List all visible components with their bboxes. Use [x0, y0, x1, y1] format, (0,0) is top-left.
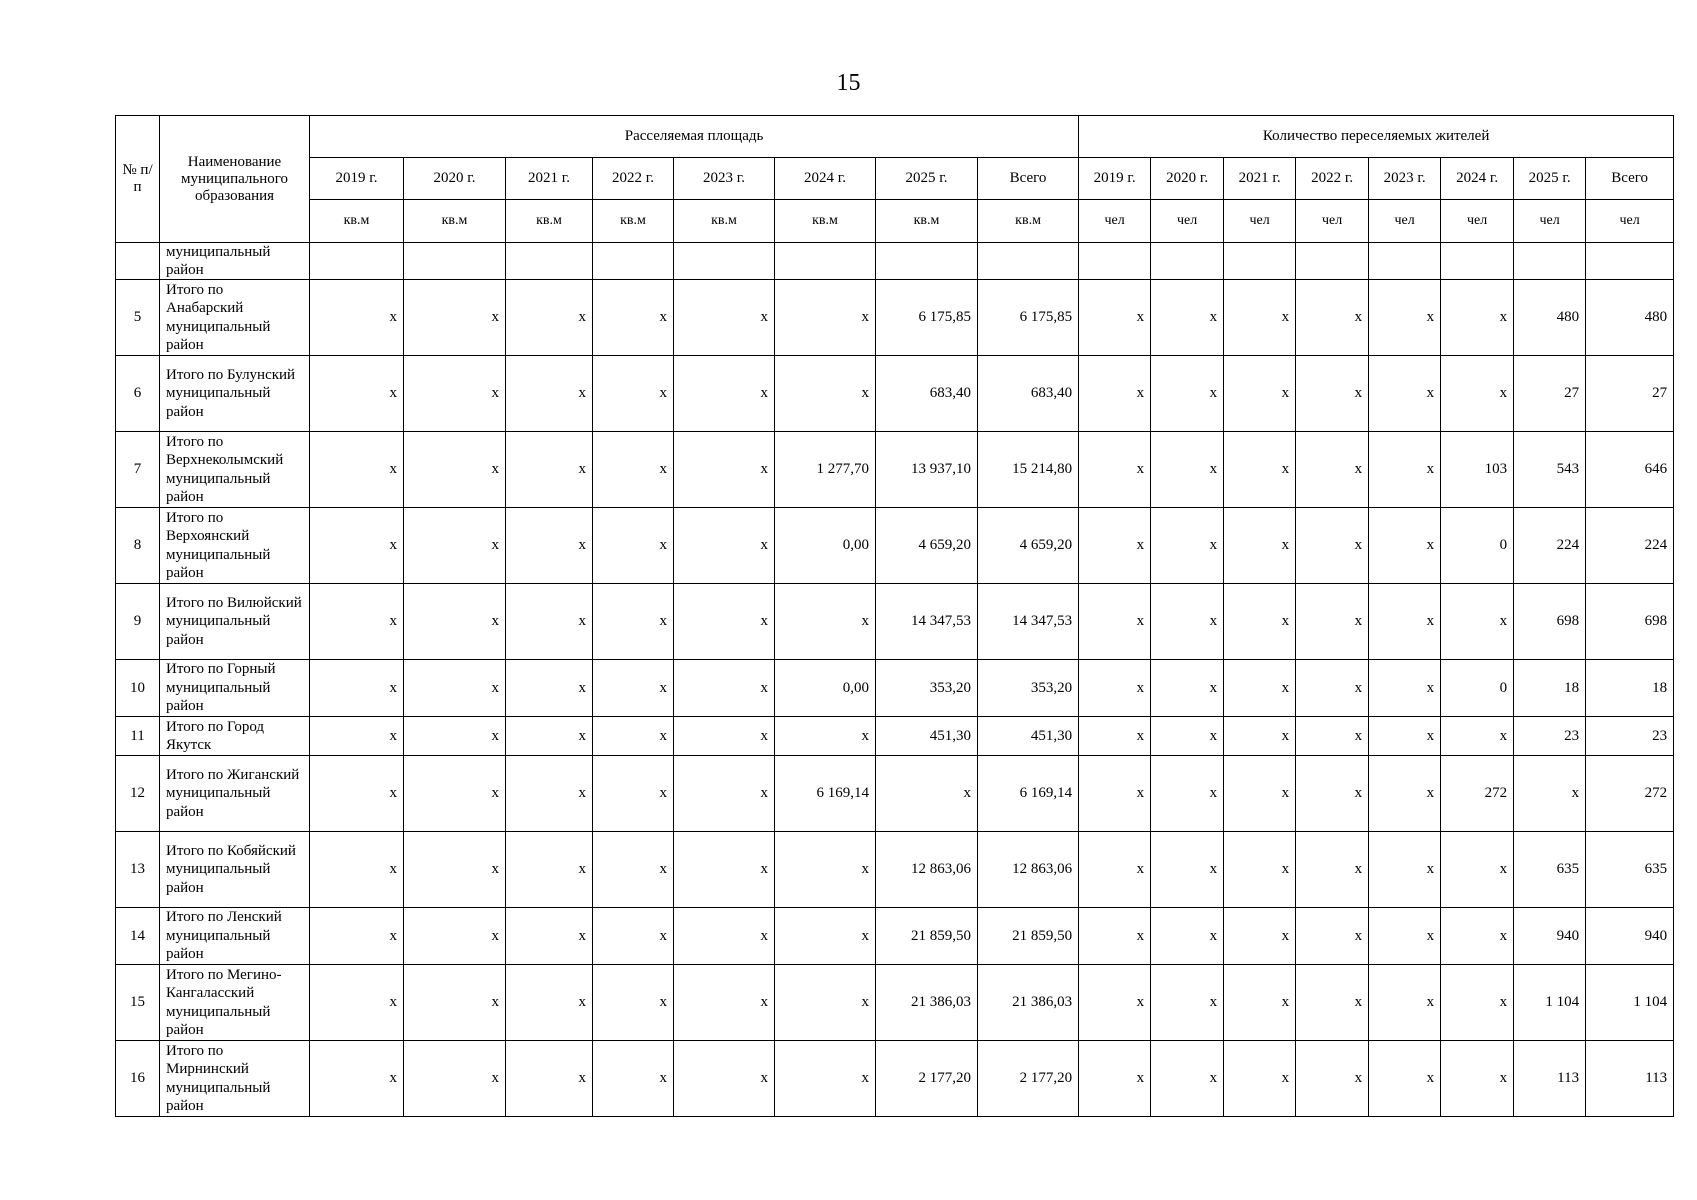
area-value-cell: 21 859,50 [978, 908, 1079, 965]
area-value-cell: x [310, 717, 404, 756]
area-value-cell: x [593, 717, 674, 756]
header-area-unit: кв.м [310, 200, 404, 243]
table-row [116, 660, 1674, 717]
residents-value-cell: x [1079, 356, 1151, 432]
residents-value-cell: x [1441, 832, 1514, 908]
area-value-cell: x [404, 660, 506, 717]
row-name: Итого по Анабарский муниципальный район [160, 280, 310, 356]
area-value-cell: x [506, 432, 593, 508]
area-value-cell: x [593, 356, 674, 432]
residents-value-cell: x [1296, 832, 1369, 908]
area-value-cell: 683,40 [876, 356, 978, 432]
header-area-unit: кв.м [775, 200, 876, 243]
residents-value-cell: 272 [1586, 756, 1674, 832]
area-value-cell: 0,00 [775, 660, 876, 717]
area-value-cell: x [506, 1041, 593, 1117]
area-value-cell: 6 175,85 [876, 280, 978, 356]
area-value-cell: 2 177,20 [978, 1041, 1079, 1117]
row-name: Итого по Мегино-Кангаласский муниципальный район [160, 965, 310, 1041]
area-value-cell: 4 659,20 [978, 508, 1079, 584]
area-value-cell: x [404, 508, 506, 584]
residents-value-cell: x [1224, 280, 1296, 356]
area-value-cell: x [593, 584, 674, 660]
area-value-cell: x [310, 280, 404, 356]
area-value-cell: 683,40 [978, 356, 1079, 432]
residents-value-cell: 113 [1514, 1041, 1586, 1117]
row-name: Итого по Кобяйский муниципальный район [160, 832, 310, 908]
row-name: Итого по Ленский муниципальный район [160, 908, 310, 965]
area-value-cell: x [506, 280, 593, 356]
table-row [116, 908, 1674, 965]
row-name: Итого по Мирнинский муниципальный район [160, 1041, 310, 1117]
residents-value-cell: x [1296, 508, 1369, 584]
residents-value-cell: 272 [1441, 756, 1514, 832]
row-num: 6 [116, 356, 160, 432]
residents-value-cell: x [1296, 965, 1369, 1041]
residents-value-cell: x [1151, 280, 1224, 356]
residents-value-cell: x [1151, 660, 1224, 717]
row-name: Итого по Булунский муниципальный район [160, 356, 310, 432]
area-value-cell: x [593, 756, 674, 832]
empty-cell [876, 243, 978, 280]
empty-cell [310, 243, 404, 280]
area-value-cell: x [310, 756, 404, 832]
area-value-cell: 21 386,03 [876, 965, 978, 1041]
area-value-cell: x [674, 908, 775, 965]
row-num [116, 243, 160, 280]
empty-cell [1224, 243, 1296, 280]
table-row [116, 965, 1674, 1041]
empty-cell [1441, 243, 1514, 280]
empty-cell [674, 243, 775, 280]
area-value-cell: x [310, 432, 404, 508]
header-residents-year: 2023 г. [1369, 158, 1441, 200]
header-units-row [116, 200, 1674, 243]
residents-value-cell: 698 [1586, 584, 1674, 660]
row-num: 9 [116, 584, 160, 660]
area-value-cell: x [775, 1041, 876, 1117]
row-num: 8 [116, 508, 160, 584]
residents-value-cell: x [1296, 280, 1369, 356]
empty-cell [1079, 243, 1151, 280]
header-area-unit: кв.м [506, 200, 593, 243]
area-value-cell: 353,20 [978, 660, 1079, 717]
residents-value-cell: x [1514, 756, 1586, 832]
area-value-cell: x [674, 832, 775, 908]
area-value-cell: 14 347,53 [876, 584, 978, 660]
header-residents-unit: чел [1296, 200, 1369, 243]
residents-value-cell: x [1151, 432, 1224, 508]
residents-value-cell: 698 [1514, 584, 1586, 660]
residents-value-cell: x [1296, 660, 1369, 717]
area-value-cell: x [506, 756, 593, 832]
area-value-cell: x [404, 908, 506, 965]
row-num: 11 [116, 717, 160, 756]
area-value-cell: x [404, 965, 506, 1041]
area-value-cell: 21 859,50 [876, 908, 978, 965]
empty-cell [1296, 243, 1369, 280]
header-area-year: 2023 г. [674, 158, 775, 200]
area-value-cell: x [674, 756, 775, 832]
area-value-cell: 353,20 [876, 660, 978, 717]
residents-value-cell: x [1441, 280, 1514, 356]
area-value-cell: x [775, 908, 876, 965]
area-value-cell: 14 347,53 [978, 584, 1079, 660]
residents-value-cell: x [1224, 660, 1296, 717]
area-value-cell: x [310, 584, 404, 660]
row-num: 10 [116, 660, 160, 717]
residents-value-cell: x [1296, 908, 1369, 965]
residents-value-cell: x [1151, 356, 1224, 432]
residents-value-cell: x [1224, 908, 1296, 965]
row-num: 5 [116, 280, 160, 356]
area-value-cell: x [775, 965, 876, 1041]
header-residents-group: Количество переселяемых жителей [1079, 116, 1674, 158]
residents-value-cell: 646 [1586, 432, 1674, 508]
row-name: Итого по Жиганский муниципальный район [160, 756, 310, 832]
residents-value-cell: x [1224, 1041, 1296, 1117]
residents-value-cell: 18 [1586, 660, 1674, 717]
residents-value-cell: 18 [1514, 660, 1586, 717]
area-value-cell: x [674, 584, 775, 660]
residents-value-cell: x [1369, 908, 1441, 965]
header-area-year: 2021 г. [506, 158, 593, 200]
table-row [116, 356, 1674, 432]
residents-value-cell: x [1079, 908, 1151, 965]
area-value-cell: x [310, 965, 404, 1041]
area-value-cell: x [404, 1041, 506, 1117]
header-area-year: 2020 г. [404, 158, 506, 200]
row-num: 13 [116, 832, 160, 908]
area-value-cell: 12 863,06 [978, 832, 1079, 908]
table-row [116, 717, 1674, 756]
row-name: муниципальный район [160, 243, 310, 280]
residents-value-cell: 940 [1514, 908, 1586, 965]
row-name: Итого по Верхоянский муниципальный район [160, 508, 310, 584]
table-row-continuation [116, 243, 1674, 280]
residents-value-cell: x [1224, 584, 1296, 660]
residents-value-cell: 0 [1441, 660, 1514, 717]
area-value-cell: 21 386,03 [978, 965, 1079, 1041]
residents-value-cell: x [1079, 1041, 1151, 1117]
header-residents-unit: чел [1514, 200, 1586, 243]
residents-value-cell: 23 [1586, 717, 1674, 756]
residents-value-cell: 23 [1514, 717, 1586, 756]
residents-value-cell: x [1224, 432, 1296, 508]
area-value-cell: 4 659,20 [876, 508, 978, 584]
header-residents-year: 2021 г. [1224, 158, 1296, 200]
header-residents-year: Всего [1586, 158, 1674, 200]
area-value-cell: x [593, 1041, 674, 1117]
header-area-unit: кв.м [404, 200, 506, 243]
area-value-cell: x [506, 356, 593, 432]
table-row [116, 584, 1674, 660]
area-value-cell: x [404, 432, 506, 508]
residents-value-cell: x [1151, 1041, 1224, 1117]
area-value-cell: x [404, 832, 506, 908]
residents-value-cell: x [1151, 584, 1224, 660]
header-residents-year: 2025 г. [1514, 158, 1586, 200]
header-num: № п/п [116, 116, 160, 243]
residents-value-cell: x [1296, 584, 1369, 660]
header-residents-unit: чел [1441, 200, 1514, 243]
row-name: Итого по Верхнеколымский муниципальный район [160, 432, 310, 508]
residents-value-cell: 635 [1514, 832, 1586, 908]
residents-value-cell: x [1369, 717, 1441, 756]
residents-value-cell: x [1079, 508, 1151, 584]
residents-value-cell: x [1369, 584, 1441, 660]
residents-value-cell: x [1079, 717, 1151, 756]
header-name: Наименование муниципального образования [160, 116, 310, 243]
header-residents-unit: чел [1151, 200, 1224, 243]
header-area-unit: кв.м [593, 200, 674, 243]
area-value-cell: x [310, 660, 404, 717]
area-value-cell: x [310, 832, 404, 908]
empty-cell [1586, 243, 1674, 280]
area-value-cell: x [775, 280, 876, 356]
header-residents-unit: чел [1079, 200, 1151, 243]
residents-value-cell: x [1151, 717, 1224, 756]
header-residents-year: 2024 г. [1441, 158, 1514, 200]
area-value-cell: x [674, 717, 775, 756]
residents-value-cell: x [1079, 756, 1151, 832]
residents-value-cell: x [1369, 832, 1441, 908]
header-area-unit: кв.м [876, 200, 978, 243]
residents-value-cell: x [1151, 908, 1224, 965]
area-value-cell: x [506, 584, 593, 660]
residents-value-cell: x [1224, 508, 1296, 584]
header-years-row [116, 158, 1674, 200]
area-value-cell: x [404, 280, 506, 356]
area-value-cell: 451,30 [876, 717, 978, 756]
area-value-cell: x [775, 356, 876, 432]
residents-value-cell: x [1224, 965, 1296, 1041]
area-value-cell: x [506, 965, 593, 1041]
area-value-cell: x [506, 832, 593, 908]
residents-value-cell: x [1441, 584, 1514, 660]
residents-value-cell: x [1296, 756, 1369, 832]
area-value-cell: 451,30 [978, 717, 1079, 756]
residents-value-cell: x [1369, 1041, 1441, 1117]
table-row [116, 508, 1674, 584]
area-value-cell: 15 214,80 [978, 432, 1079, 508]
header-area-year: 2025 г. [876, 158, 978, 200]
area-value-cell: 13 937,10 [876, 432, 978, 508]
header-residents-year: 2020 г. [1151, 158, 1224, 200]
table-row [116, 280, 1674, 356]
residents-value-cell: x [1151, 965, 1224, 1041]
residents-value-cell: x [1369, 356, 1441, 432]
header-area-unit: кв.м [674, 200, 775, 243]
area-value-cell: x [506, 508, 593, 584]
area-value-cell: x [506, 908, 593, 965]
residents-value-cell: x [1079, 965, 1151, 1041]
residents-value-cell: 543 [1514, 432, 1586, 508]
area-value-cell: x [674, 1041, 775, 1117]
header-area-year: 2022 г. [593, 158, 674, 200]
residents-value-cell: 1 104 [1586, 965, 1674, 1041]
area-value-cell: x [593, 965, 674, 1041]
residents-value-cell: x [1369, 280, 1441, 356]
residents-value-cell: x [1224, 832, 1296, 908]
header-residents-unit: чел [1224, 200, 1296, 243]
header-area-year: 2019 г. [310, 158, 404, 200]
header-residents-unit: чел [1369, 200, 1441, 243]
area-value-cell: x [775, 584, 876, 660]
relocation-table [115, 115, 1674, 1117]
residents-value-cell: 480 [1586, 280, 1674, 356]
area-value-cell: x [593, 508, 674, 584]
row-num: 7 [116, 432, 160, 508]
empty-cell [1369, 243, 1441, 280]
header-residents-year: 2022 г. [1296, 158, 1369, 200]
empty-cell [404, 243, 506, 280]
residents-value-cell: x [1369, 660, 1441, 717]
residents-value-cell: x [1369, 756, 1441, 832]
row-num: 12 [116, 756, 160, 832]
area-value-cell: x [775, 717, 876, 756]
residents-value-cell: x [1441, 1041, 1514, 1117]
area-value-cell: 6 169,14 [775, 756, 876, 832]
residents-value-cell: 27 [1586, 356, 1674, 432]
page-number: 15 [836, 70, 861, 96]
header-area-group: Расселяемая площадь [310, 116, 1079, 158]
area-value-cell: x [593, 660, 674, 717]
residents-value-cell: x [1441, 908, 1514, 965]
residents-value-cell: 224 [1586, 508, 1674, 584]
area-value-cell: x [674, 965, 775, 1041]
residents-value-cell: x [1079, 832, 1151, 908]
area-value-cell: x [404, 717, 506, 756]
residents-value-cell: x [1441, 965, 1514, 1041]
area-value-cell: 0,00 [775, 508, 876, 584]
area-value-cell: x [674, 660, 775, 717]
row-num: 15 [116, 965, 160, 1041]
table-body [116, 243, 1674, 1117]
residents-value-cell: x [1296, 356, 1369, 432]
header-area-unit: кв.м [978, 200, 1079, 243]
row-name: Итого по Горный муниципальный район [160, 660, 310, 717]
residents-value-cell: x [1296, 432, 1369, 508]
area-value-cell: x [404, 356, 506, 432]
area-value-cell: x [310, 908, 404, 965]
row-name: Итого по Город Якутск [160, 717, 310, 756]
empty-cell [1151, 243, 1224, 280]
residents-value-cell: x [1151, 508, 1224, 584]
row-num: 14 [116, 908, 160, 965]
residents-value-cell: 103 [1441, 432, 1514, 508]
residents-value-cell: 940 [1586, 908, 1674, 965]
area-value-cell: x [674, 432, 775, 508]
area-value-cell: x [310, 356, 404, 432]
area-value-cell: x [775, 832, 876, 908]
residents-value-cell: x [1151, 832, 1224, 908]
empty-cell [506, 243, 593, 280]
residents-value-cell: 0 [1441, 508, 1514, 584]
row-num: 16 [116, 1041, 160, 1117]
empty-cell [978, 243, 1079, 280]
residents-value-cell: 113 [1586, 1041, 1674, 1117]
table-row [116, 1041, 1674, 1117]
empty-cell [1514, 243, 1586, 280]
residents-value-cell: x [1369, 965, 1441, 1041]
empty-cell [593, 243, 674, 280]
empty-cell [775, 243, 876, 280]
residents-value-cell: x [1224, 756, 1296, 832]
area-value-cell: 2 177,20 [876, 1041, 978, 1117]
area-value-cell: x [593, 832, 674, 908]
area-value-cell: x [674, 508, 775, 584]
area-value-cell: x [310, 1041, 404, 1117]
area-value-cell: 12 863,06 [876, 832, 978, 908]
residents-value-cell: x [1079, 660, 1151, 717]
residents-value-cell: x [1296, 717, 1369, 756]
area-value-cell: x [593, 908, 674, 965]
area-value-cell: x [876, 756, 978, 832]
residents-value-cell: x [1296, 1041, 1369, 1117]
table-header [116, 116, 1674, 243]
row-name: Итого по Вилюйский муниципальный район [160, 584, 310, 660]
residents-value-cell: 635 [1586, 832, 1674, 908]
residents-value-cell: 480 [1514, 280, 1586, 356]
area-value-cell: x [506, 717, 593, 756]
residents-value-cell: x [1441, 717, 1514, 756]
area-value-cell: x [310, 508, 404, 584]
residents-value-cell: x [1151, 756, 1224, 832]
area-value-cell: x [674, 280, 775, 356]
area-value-cell: x [593, 280, 674, 356]
header-residents-year: 2019 г. [1079, 158, 1151, 200]
residents-value-cell: x [1079, 584, 1151, 660]
residents-value-cell: 27 [1514, 356, 1586, 432]
table-row [116, 432, 1674, 508]
residents-value-cell: x [1079, 432, 1151, 508]
residents-value-cell: x [1224, 717, 1296, 756]
residents-value-cell: x [1369, 508, 1441, 584]
area-value-cell: 6 169,14 [978, 756, 1079, 832]
area-value-cell: x [404, 756, 506, 832]
area-value-cell: x [593, 432, 674, 508]
area-value-cell: x [506, 660, 593, 717]
table-row [116, 832, 1674, 908]
header-residents-unit: чел [1586, 200, 1674, 243]
residents-value-cell: x [1441, 356, 1514, 432]
header-area-year: 2024 г. [775, 158, 876, 200]
residents-value-cell: 1 104 [1514, 965, 1586, 1041]
residents-value-cell: x [1224, 356, 1296, 432]
table-row [116, 756, 1674, 832]
area-value-cell: x [674, 356, 775, 432]
residents-value-cell: x [1079, 280, 1151, 356]
residents-value-cell: 224 [1514, 508, 1586, 584]
area-value-cell: 6 175,85 [978, 280, 1079, 356]
header-area-year: Всего [978, 158, 1079, 200]
residents-value-cell: x [1369, 432, 1441, 508]
area-value-cell: 1 277,70 [775, 432, 876, 508]
area-value-cell: x [404, 584, 506, 660]
